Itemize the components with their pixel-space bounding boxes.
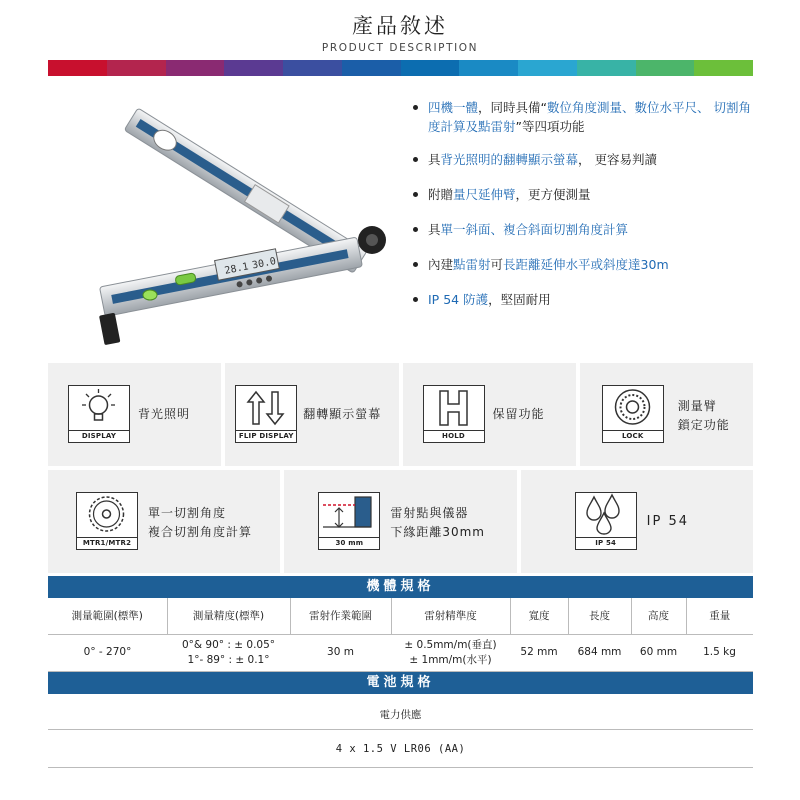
spec-header-cell: 測量精度(標準) [167,598,290,634]
spec-value-line: 60 mm [639,646,678,658]
feature-highlight: 四機一體 [428,100,479,115]
mtr-label-line-2: 複合切割角度計算 [148,525,253,539]
spec-section-title: 機體規格 [48,576,753,598]
spec-value-line: 684 mm [577,646,622,658]
laser-point-icon [318,492,380,550]
spec-value-cell [167,634,290,671]
lightbulb-icon [68,385,130,443]
feature-mtr [48,470,280,573]
feature-laser [284,470,516,573]
color-stripe-segment [283,60,342,76]
color-stripe-segment [459,60,518,76]
spec-value-cell [391,634,510,671]
feature-text: 附贈 [428,187,454,202]
device-display-right: 30.0 [251,256,278,272]
spec-header-cell: 寬度 [510,598,568,634]
mtr-caption: MTR1/MTR2 [77,537,137,549]
laser-caption: 30 mm [319,537,379,549]
feature-icon-grid [48,363,753,577]
feature-text: ，堅固耐用 [488,292,551,307]
feature-text: 具 [428,152,441,167]
feature-item [412,220,757,239]
display-label: 背光照明 [138,407,191,421]
spec-value-line: 1°- 89° : ± 0.1° [187,653,270,666]
feature-item [412,290,757,309]
spec-value-line: 0° - 270° [83,646,132,658]
feature-item [412,255,757,274]
spec-value-cell [290,634,391,671]
lock-dial-icon [602,385,664,443]
feature-item [412,150,757,169]
lock-label-line-2: 鎖定功能 [677,418,730,432]
feature-text: 可 [490,257,504,272]
feature-item [412,98,757,136]
laser-label-line-2: 下緣距離30mm [390,525,485,539]
ip-label: IP 54 [646,514,690,529]
spec-value-line: 52 mm [520,646,558,658]
color-stripe-segment [166,60,225,76]
laser-label-line-1: 雷射點與儀器 [390,506,469,520]
page-subtitle: PRODUCT DESCRIPTION [321,42,479,54]
feature-text: ，同時具備“ [478,100,547,115]
color-stripe-segment [518,60,577,76]
color-stripe-segment [694,60,753,76]
spec-value-line: 1.5 kg [703,646,736,658]
angle-finder-product-image [80,90,390,345]
spec-header-row [48,598,753,634]
spec-header-cell: 雷射精準度 [391,598,510,634]
spec-value-cell [48,634,167,671]
color-stripe-segment [636,60,695,76]
water-drops-icon [575,492,637,550]
color-stripe-segment [342,60,401,76]
spec-header-cell: 高度 [631,598,686,634]
feature-list [412,98,757,325]
spec-header-cell: 雷射作業範圍 [290,598,391,634]
battery-value: 4 x 1.5 V LR06 (AA) [48,731,753,768]
color-stripe-segment [401,60,460,76]
feature-hold [403,363,576,466]
feature-highlight: 點雷射 [453,257,491,272]
spec-value-cell [568,634,631,671]
spec-header-cell: 測量範圍(標準) [48,598,167,634]
feature-highlight: 背光照明的翻轉顯示螢幕 [440,152,579,167]
hold-label: 保留功能 [492,407,545,421]
feature-highlight: 單一斜面、複合斜面切割角度計算 [440,222,629,237]
hold-h-icon [423,385,485,443]
flip-arrows-icon [235,385,297,443]
ip-caption: IP 54 [576,537,636,549]
spec-value-line: 30 m [327,646,354,658]
lock-caption: LOCK [603,430,663,442]
lock-label [678,397,730,435]
feature-item [412,185,757,204]
feature-text: ”等四項功能 [515,119,585,134]
feature-ip54 [521,470,753,573]
spec-value-cell [631,634,686,671]
feature-highlight: 數位角度測量、數位水平尺、 切割角度計算及點雷射 [428,100,751,134]
feature-display [48,363,221,466]
feature-flip-display [225,363,398,466]
feature-text: 具 [428,222,441,237]
color-stripe-segment [224,60,283,76]
color-stripe-segment [48,60,107,76]
feature-highlight: IP 54 防護 [428,292,489,307]
laser-label [390,504,485,542]
spec-table [48,598,753,672]
spec-value-row [48,634,753,671]
flip-label: 翻轉顯示螢幕 [303,407,382,421]
spec-value-line: 0°& 90° : ± 0.05° [181,638,276,651]
battery-label: 電力供應 [48,700,753,730]
spec-value-line: ± 0.5mm/m(垂直) [404,638,497,651]
saw-blade-icon [76,492,138,550]
lock-label-line-1: 測量臂 [677,399,717,413]
hold-caption: HOLD [424,430,484,442]
mtr-label-line-1: 單一切割角度 [148,506,227,520]
color-stripe-segment [577,60,636,76]
spec-header-cell: 重量 [686,598,753,634]
page-title: 產品敘述 [352,14,448,38]
feature-highlight: 長距離延伸水平或斜度達30m [503,257,669,272]
display-caption: DISPLAY [69,430,129,442]
device-display-left: 28.1 [223,261,250,277]
battery-section-title: 電池規格 [48,672,753,694]
color-stripe-segment [107,60,166,76]
feature-highlight: 量尺延伸臂 [453,187,516,202]
feature-lock [580,363,753,466]
feature-text: ， 更容易判讀 [578,152,658,167]
color-stripe [48,60,753,76]
feature-text: 內建 [428,257,454,272]
spec-value-cell [686,634,753,671]
flip-caption: FLIP DISPLAY [236,430,296,442]
spec-header-cell: 長度 [568,598,631,634]
feature-text: ，更方便測量 [515,187,591,202]
spec-value-cell [510,634,568,671]
mtr-label [148,504,252,542]
spec-value-line: ± 1mm/m(水平) [409,653,492,666]
